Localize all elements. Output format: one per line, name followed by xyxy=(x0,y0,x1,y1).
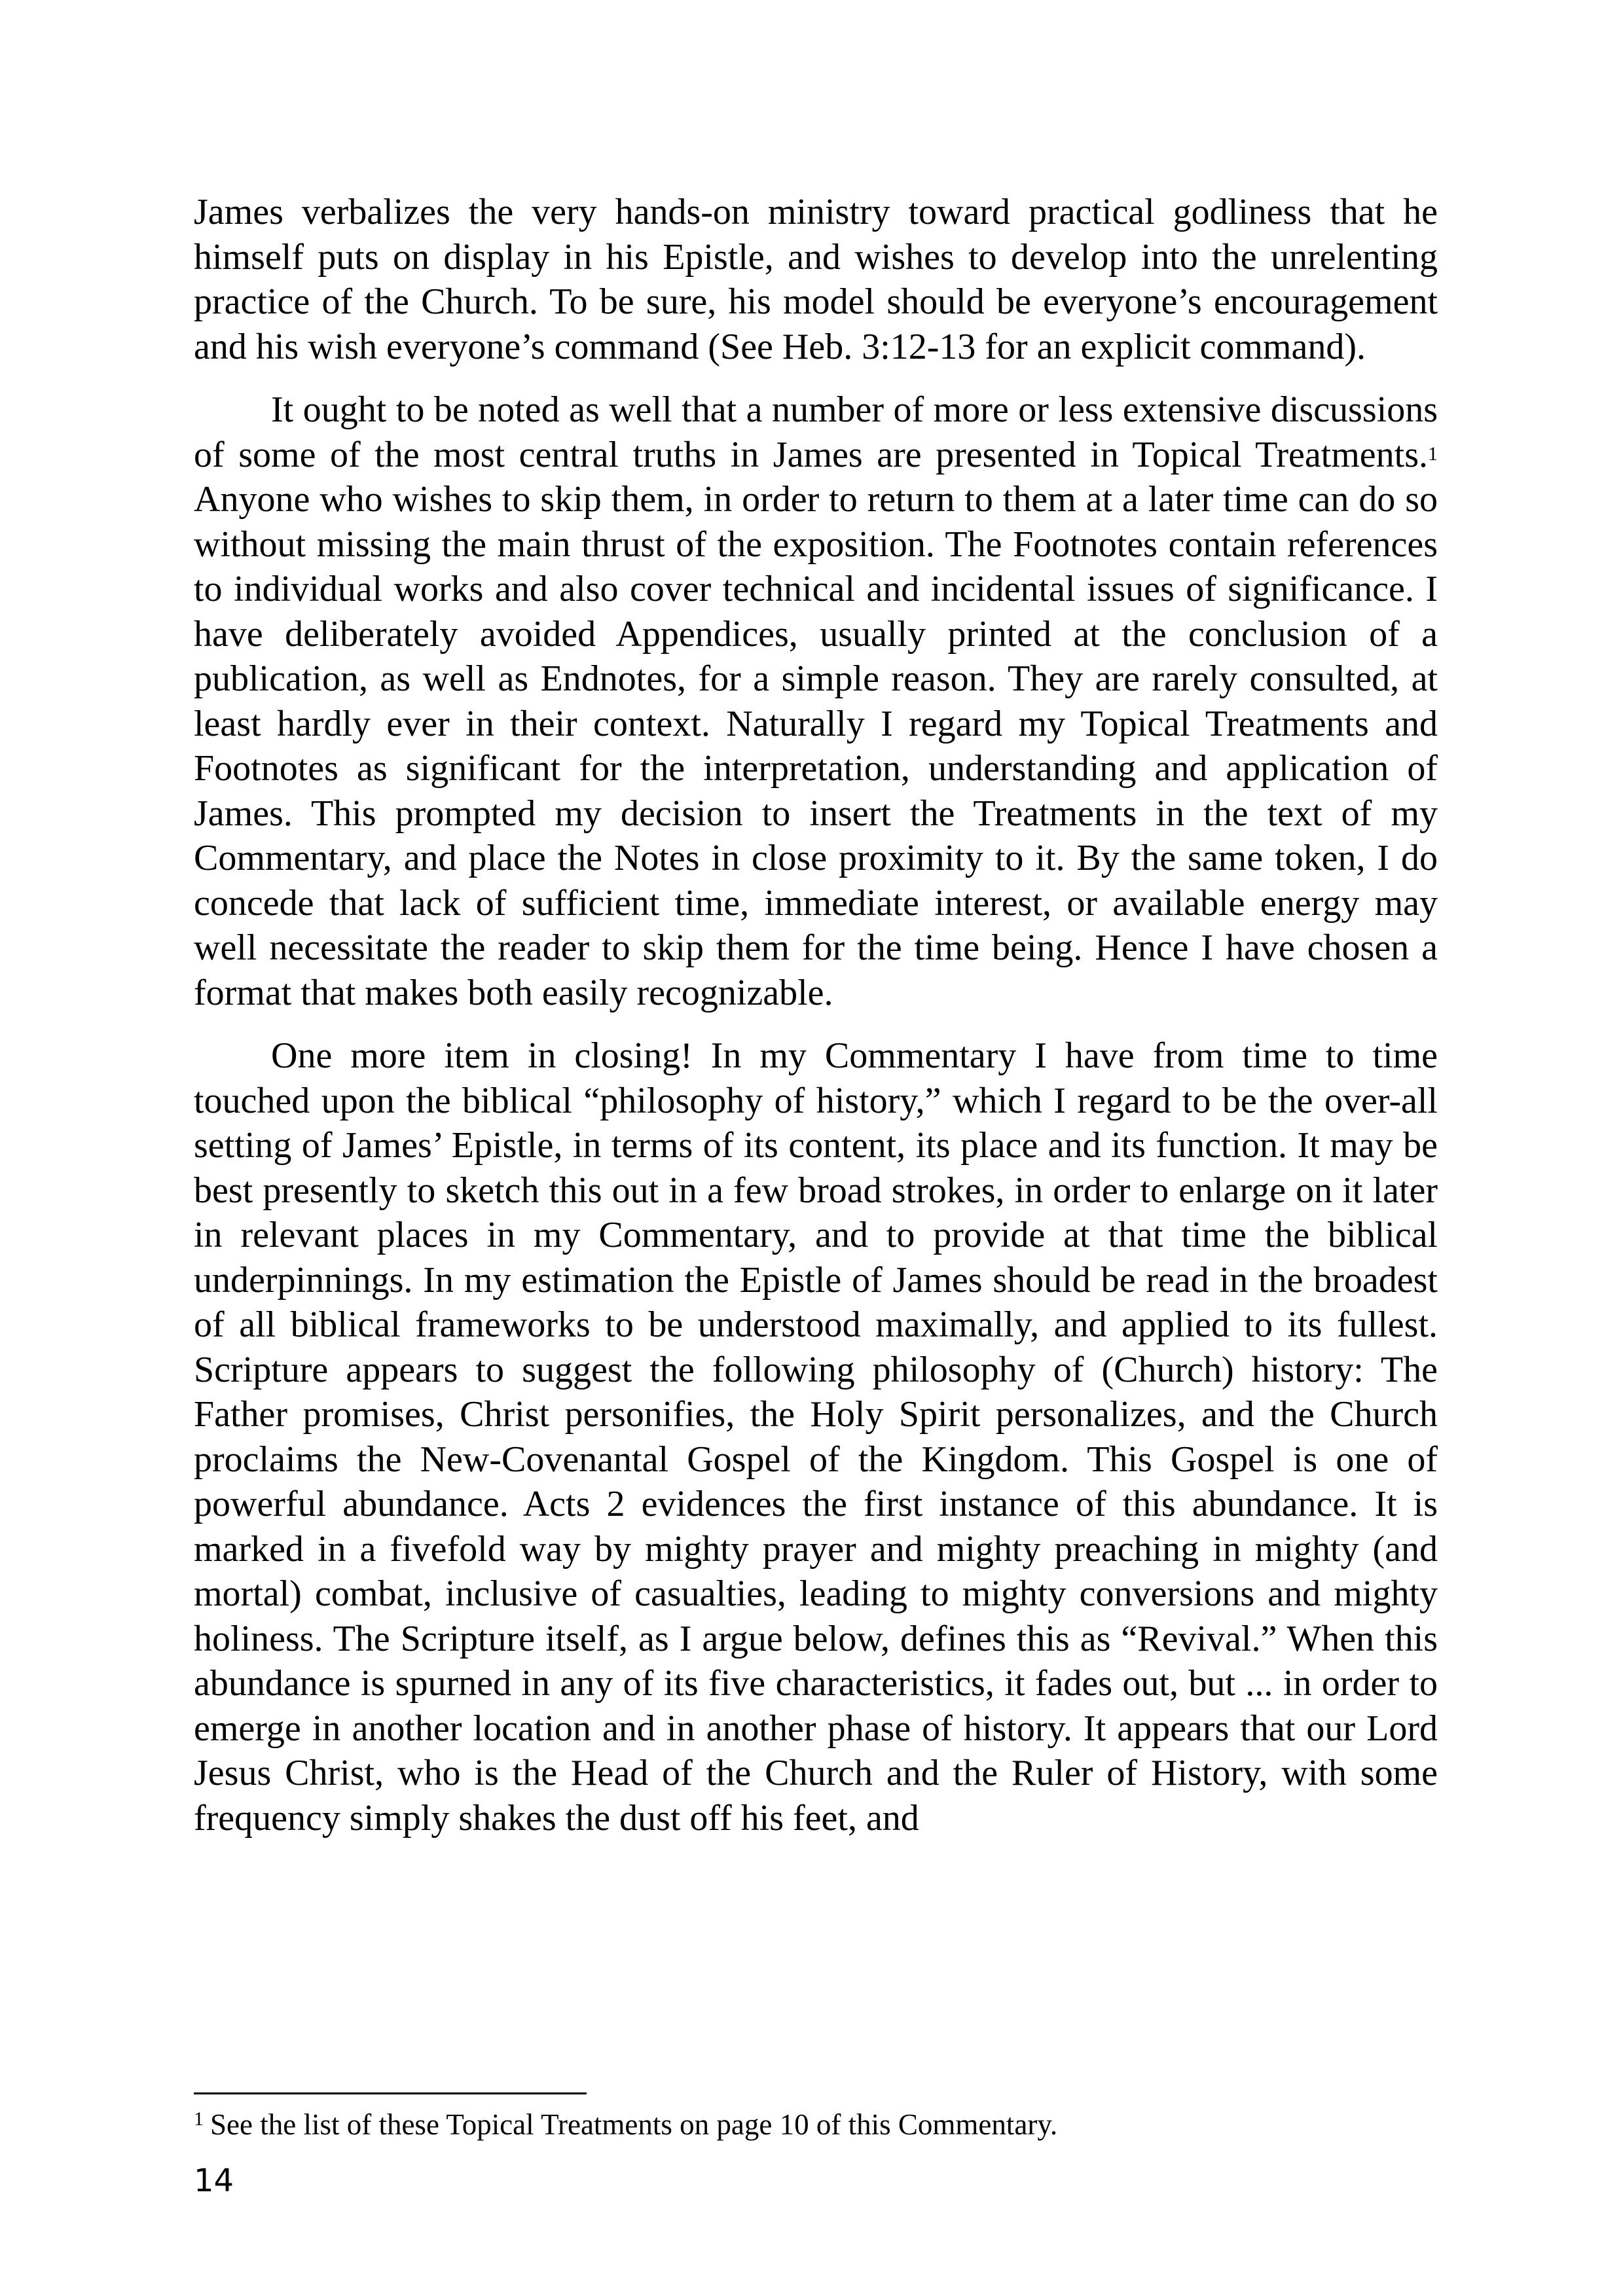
paragraph-1: James verbalizes the very hands-on ministry toward practical godliness that he himself puts on display in his Epistle, and wishes to develop into the unrelenting practice of the Church. To be sure, his model should be everyone’s encouragement and his wish everyone’s command (See Heb. 3:12-13 for an explicit command). xyxy=(194,192,1438,367)
paragraph-2-text-after-ref: Anyone who wishes to skip them, in order to return to them at a later time can do so without missing the main thrust of the exposition. The Footnotes contain references to individual works and also cover technical and incidental issues of significance. I have deliberately avoided Appendices, usually printed at the conclusion of a publication, as well as Endnotes, for a simple reason. They are rarely consulted, at least hardly ever in their context. Naturally I regard my Topical Treatments and Footnotes as significant for the interpretation, understanding and application of James. This prompted my decision to insert the Treatments in the text of my Commentary, and place the Notes in close proximity to it. By the same token, I do concede that lack of sufficient time, immediate interest, or available energy may well necessitate the reader to skip them for the time being. Hence I have chosen a format that makes both easily recognizable. xyxy=(194,479,1438,1013)
footnote-text: See the list of these Topical Treatments on page 10 of this Commentary. xyxy=(210,2108,1058,2141)
body-text xyxy=(194,190,1438,1859)
footnote-reference: 1 xyxy=(1428,442,1438,465)
footnote-separator xyxy=(194,2092,587,2094)
footnote xyxy=(194,2105,1438,2144)
paragraph-2 xyxy=(194,387,1438,1015)
footnote-marker: 1 xyxy=(194,2108,204,2130)
paragraph-3: One more item in closing! In my Commentary I have from time to time touched upon the biblical “philosophy of history,” which I regard to be the over-all setting of James’ Epistle, in terms of its content, its place and its function. It may be best presently to sketch this out in a few broad strokes, in order to enlarge on it later in relevant places in my Commentary, and to provide at that time the biblical underpinnings. In my estimation the Epistle of James should be read in the broadest of all biblical frameworks to be understood maximally, and applied to its fullest. Scripture appears to suggest the following philosophy of (Church) history: The Father promises, Christ personifies, the Holy Spirit personalizes, and the Church proclaims the New-Covenantal Gospel of the Kingdom. This Gospel is one of powerful abundance. Acts 2 evidences the first instance of this abundance. It is marked in a fivefold way by mighty prayer and mighty preaching in mighty (and mortal) combat, inclusive of casualties, leading to mighty conversions and mighty holiness. The Scripture itself, as I argue below, defines this as “Revival.” When this abundance is spurned in any of its five characteristics, it fades out, but ... in order to emerge in another location and in another phase of history. It appears that our Lord Jesus Christ, who is the Head of the Church and the Ruler of History, with some frequency simply shakes the dust off his feet, and xyxy=(194,1035,1438,1839)
page-number: 14 xyxy=(194,2162,234,2199)
paragraph-2-text-before-ref: It ought to be noted as well that a number of more or less extensive discussions of some of the most central truths in James are presented in Topical Treatments. xyxy=(194,389,1438,475)
